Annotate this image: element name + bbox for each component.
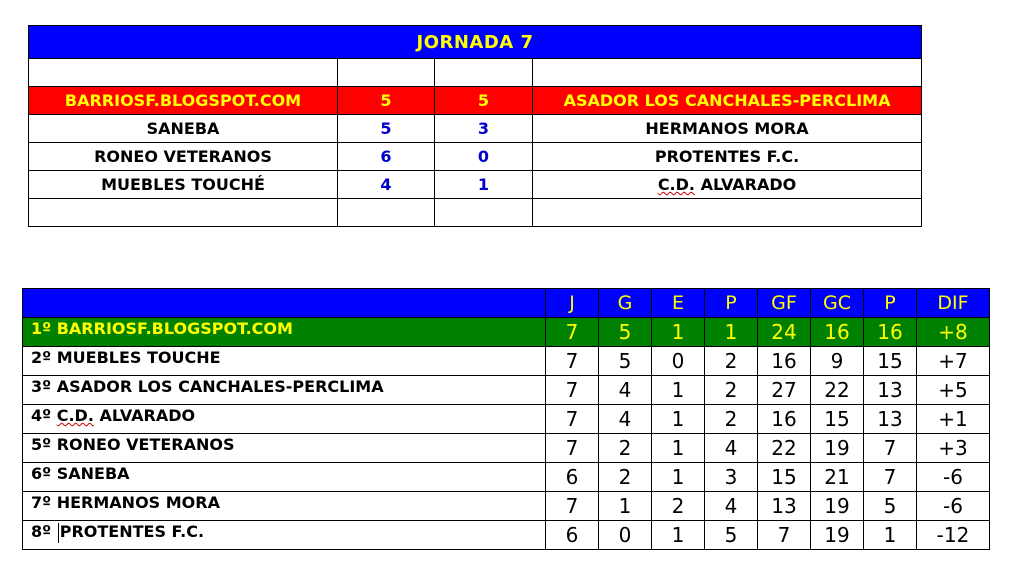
- stat-drawn: 1: [652, 434, 705, 463]
- header-goals-against: GC: [811, 289, 864, 318]
- standings-row: [23, 347, 990, 376]
- stat-goals-against: 9: [811, 347, 864, 376]
- stat-difference: +5: [917, 376, 990, 405]
- stat-won: 2: [599, 434, 652, 463]
- stat-drawn: 2: [652, 492, 705, 521]
- stat-points: 16: [864, 318, 917, 347]
- stat-won: 4: [599, 376, 652, 405]
- stat-drawn: 1: [652, 405, 705, 434]
- home-goals: 5: [338, 115, 435, 143]
- jornada-title: JORNADA 7: [29, 26, 922, 59]
- stat-lost: 1: [705, 318, 758, 347]
- away-team: PROTENTES F.C.: [533, 143, 922, 171]
- stat-won: 2: [599, 463, 652, 492]
- stat-points: 1: [864, 521, 917, 550]
- team-name: 3º ASADOR LOS CANCHALES-PERCLIMA: [23, 376, 546, 405]
- stat-points: 15: [864, 347, 917, 376]
- away-team: [533, 171, 922, 199]
- away-team-label: C.D. ALVARADO: [657, 175, 797, 194]
- stat-drawn: 1: [652, 521, 705, 550]
- jornada-title-row: [29, 26, 922, 59]
- team-rank: 4º: [31, 406, 57, 425]
- stat-difference: +8: [917, 318, 990, 347]
- jornada-table: [28, 25, 922, 227]
- stat-lost: 3: [705, 463, 758, 492]
- stat-drawn: 1: [652, 376, 705, 405]
- stat-goals-for: 27: [758, 376, 811, 405]
- stat-goals-for: 22: [758, 434, 811, 463]
- stat-goals-against: 22: [811, 376, 864, 405]
- team-name-misspelled: C.D.: [56, 406, 94, 425]
- match-row: [29, 143, 922, 171]
- stat-won: 4: [599, 405, 652, 434]
- standings-table: [22, 288, 990, 550]
- team-name: 2º MUEBLES TOUCHE: [23, 347, 546, 376]
- stat-won: 5: [599, 347, 652, 376]
- standings-row: [23, 434, 990, 463]
- stat-difference: -6: [917, 463, 990, 492]
- stat-drawn: 0: [652, 347, 705, 376]
- standings-row: [23, 521, 990, 550]
- stat-goals-for: 24: [758, 318, 811, 347]
- team-name: 7º HERMANOS MORA: [23, 492, 546, 521]
- match-row: [29, 115, 922, 143]
- stat-goals-for: 16: [758, 405, 811, 434]
- stat-points: 13: [864, 405, 917, 434]
- stat-lost: 2: [705, 347, 758, 376]
- stat-won: 1: [599, 492, 652, 521]
- home-team: RONEO VETERANOS: [29, 143, 338, 171]
- stat-won: 0: [599, 521, 652, 550]
- team-name[interactable]: [23, 521, 546, 550]
- standings-row: [23, 376, 990, 405]
- away-goals: 0: [435, 143, 533, 171]
- header-difference: DIF: [917, 289, 990, 318]
- stat-difference: +3: [917, 434, 990, 463]
- stat-goals-for: 15: [758, 463, 811, 492]
- header-lost: P: [705, 289, 758, 318]
- standings-row: [23, 405, 990, 434]
- stat-won: 5: [599, 318, 652, 347]
- away-team: HERMANOS MORA: [533, 115, 922, 143]
- away-goals: 3: [435, 115, 533, 143]
- stat-lost: 5: [705, 521, 758, 550]
- home-goals: 6: [338, 143, 435, 171]
- match-row: [29, 171, 922, 199]
- stat-goals-for: 13: [758, 492, 811, 521]
- team-name-rest: ALVARADO: [93, 406, 196, 425]
- stat-played: 7: [546, 434, 599, 463]
- stat-difference: -12: [917, 521, 990, 550]
- standings-header-row: [23, 289, 990, 318]
- stat-goals-against: 16: [811, 318, 864, 347]
- stat-goals-against: 21: [811, 463, 864, 492]
- home-team: BARRIOSF.BLOGSPOT.COM: [29, 87, 338, 115]
- stat-points: 7: [864, 463, 917, 492]
- stat-goals-against: 15: [811, 405, 864, 434]
- stat-goals-against: 19: [811, 492, 864, 521]
- empty-row: [29, 59, 922, 87]
- stat-drawn: 1: [652, 463, 705, 492]
- stat-played: 7: [546, 405, 599, 434]
- home-goals: 4: [338, 171, 435, 199]
- header-won: G: [599, 289, 652, 318]
- standings-row: [23, 492, 990, 521]
- stat-played: 7: [546, 347, 599, 376]
- home-team: SANEBA: [29, 115, 338, 143]
- standings-row: [23, 463, 990, 492]
- stat-points: 7: [864, 434, 917, 463]
- stat-drawn: 1: [652, 318, 705, 347]
- team-name: 1º BARRIOSF.BLOGSPOT.COM: [23, 318, 546, 347]
- stat-difference: -6: [917, 492, 990, 521]
- empty-row: [29, 199, 922, 227]
- stat-lost: 2: [705, 376, 758, 405]
- away-team: ASADOR LOS CANCHALES-PERCLIMA: [533, 87, 922, 115]
- stat-lost: 4: [705, 492, 758, 521]
- home-goals: 5: [338, 87, 435, 115]
- stat-points: 13: [864, 376, 917, 405]
- header-goals-for: GF: [758, 289, 811, 318]
- stat-played: 6: [546, 521, 599, 550]
- team-column-header: [23, 289, 546, 318]
- stat-goals-against: 19: [811, 521, 864, 550]
- team-name: [23, 405, 546, 434]
- stat-difference: +1: [917, 405, 990, 434]
- stat-lost: 4: [705, 434, 758, 463]
- away-team-misspelled: C.D.: [657, 175, 695, 194]
- stat-goals-for: 16: [758, 347, 811, 376]
- team-rank: 8º: [31, 522, 57, 541]
- stat-played: 7: [546, 376, 599, 405]
- team-name-rest: PROTENTES F.C.: [59, 522, 205, 541]
- text-cursor: [58, 523, 59, 543]
- header-drawn: E: [652, 289, 705, 318]
- stat-played: 7: [546, 492, 599, 521]
- stat-played: 6: [546, 463, 599, 492]
- away-goals: 1: [435, 171, 533, 199]
- stat-goals-against: 19: [811, 434, 864, 463]
- team-name: 5º RONEO VETERANOS: [23, 434, 546, 463]
- stat-goals-for: 7: [758, 521, 811, 550]
- home-team: MUEBLES TOUCHÉ: [29, 171, 338, 199]
- stat-points: 5: [864, 492, 917, 521]
- team-name: 6º SANEBA: [23, 463, 546, 492]
- stat-difference: +7: [917, 347, 990, 376]
- stat-lost: 2: [705, 405, 758, 434]
- header-played: J: [546, 289, 599, 318]
- away-goals: 5: [435, 87, 533, 115]
- header-points: P: [864, 289, 917, 318]
- standings-row: [23, 318, 990, 347]
- match-row: [29, 87, 922, 115]
- stat-played: 7: [546, 318, 599, 347]
